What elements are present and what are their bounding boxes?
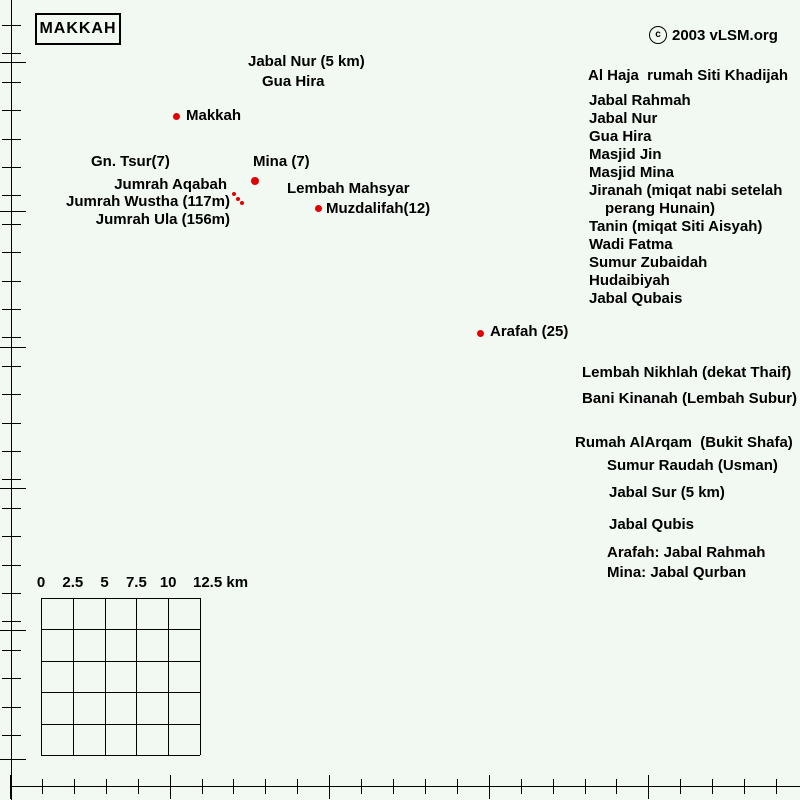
note-lembah-nikhlah: Lembah Nikhlah (dekat Thaif) [582,364,792,381]
bottom-ruler-line [10,786,800,787]
scale-grid-vline [73,598,74,755]
left-ruler-tick [2,337,21,338]
map-label-jumrah-ula: Jumrah Ula (156m) [95,211,230,228]
legend-item: Jabal Nur [589,110,658,127]
bottom-ruler-tick [106,779,107,794]
left-ruler-tick [2,394,21,395]
scale-tick-label: 2.5 [62,574,84,591]
copyright-notice [649,26,778,44]
map-marker-arafah-dot [477,330,484,337]
note-rumah-alarqam: Rumah AlArqam (Bukit Shafa) [575,434,793,451]
map-label-jabal-nur-5km: Jabal Nur (5 km) [248,53,365,70]
scale-grid-vline [136,598,137,755]
left-ruler-tick [2,423,21,424]
legend-item: Jabal Qubais [589,290,683,307]
map-marker-jumrah-dot-3 [240,201,244,205]
scale-grid-vline [168,598,169,755]
left-ruler-tick [2,82,21,83]
map-label-lembah-mahsyar: Lembah Mahsyar [287,180,410,197]
legend-item: Jiranah (miqat nabi setelah [589,182,783,199]
bottom-ruler-tick [329,775,330,799]
bottom-ruler-tick [202,779,203,794]
copyright-icon: c [649,26,667,44]
left-ruler-long-tick [0,630,26,631]
legend-item: Tanin (miqat Siti Aisyah) [589,218,763,235]
bottom-ruler-tick [10,775,11,799]
bottom-ruler-tick [489,775,490,799]
bottom-ruler-tick [138,779,139,794]
bottom-ruler-tick [393,779,394,794]
legend-item: Jabal Rahmah [589,92,691,109]
left-ruler-tick [2,309,21,310]
left-ruler-tick [2,650,21,651]
bottom-ruler-tick [521,779,522,794]
left-ruler-tick [2,621,21,622]
scale-end-label: 12.5 km [193,574,249,591]
left-ruler-tick [2,139,21,140]
bottom-ruler-tick [233,779,234,794]
bottom-ruler-tick [616,779,617,794]
scale-tick-label: 10 [159,574,177,591]
copyright-text: 2003 vLSM.org [672,26,778,44]
bottom-ruler-tick [42,779,43,794]
map-marker-muzdalifah-dot [315,205,322,212]
note-jabal-sur: Jabal Sur (5 km) [609,484,725,501]
map-title: MAKKAH [39,20,117,37]
left-ruler-tick [2,53,21,54]
left-ruler-long-tick [0,759,26,760]
map-marker-mina-dot [251,177,259,185]
left-ruler-tick [2,195,21,196]
scale-grid-hline [41,724,200,725]
left-ruler-long-tick [0,211,26,212]
map-label-mina: Mina (7) [253,153,310,170]
left-ruler-long-tick [0,62,26,63]
map-label-jumrah-wustha: Jumrah Wustha (117m) [66,193,230,210]
scale-grid-hline [41,692,200,693]
left-ruler-tick [2,451,21,452]
legend-item: Wadi Fatma [589,236,673,253]
bottom-ruler-tick [585,779,586,794]
bottom-ruler-tick [170,775,171,799]
scale-grid-vline [200,598,201,755]
scale-grid-hline [41,755,200,756]
legend-item: Masjid Mina [589,164,675,181]
left-ruler-tick [2,536,21,537]
left-ruler-tick [2,735,21,736]
left-ruler-tick [2,252,21,253]
left-ruler-tick [2,110,21,111]
left-ruler-line [11,0,12,800]
map-label-gua-hira-map: Gua Hira [262,73,325,90]
scale-grid-hline [41,629,200,630]
left-ruler-long-tick [0,488,26,489]
bottom-ruler-tick [361,779,362,794]
note-arafah-note: Arafah: Jabal Rahmah [607,544,766,561]
note-jabal-qubis: Jabal Qubis [609,516,695,533]
left-ruler-tick [2,25,21,26]
left-ruler-tick [2,678,21,679]
map-label-muzdalifah: Muzdalifah(12) [326,200,431,217]
left-ruler-tick [2,366,21,367]
left-ruler-tick [2,479,21,480]
scale-grid-hline [41,661,200,662]
legend-item: perang Hunain) [605,200,716,217]
bottom-ruler-tick [648,775,649,799]
legend-item: Gua Hira [589,128,652,145]
bottom-ruler-tick [297,779,298,794]
legend-item: Hudaibiyah [589,272,670,289]
left-ruler-long-tick [0,347,26,348]
left-ruler-tick [2,707,21,708]
note-sumur-raudah: Sumur Raudah (Usman) [607,457,778,474]
bottom-ruler-tick [74,779,75,794]
left-ruler-tick [2,224,21,225]
left-ruler-tick [2,565,21,566]
bottom-ruler-tick [265,779,266,794]
bottom-ruler-tick [744,779,745,794]
map-marker-jumrah-dot-1 [232,192,236,196]
scale-grid-hline [41,598,200,599]
map-title-box [35,13,121,45]
map-label-jumrah-aqabah: Jumrah Aqabah [114,176,227,193]
map-label-makkah: Makkah [186,107,242,124]
scale-tick-label: 5 [100,574,109,591]
note-mina-note: Mina: Jabal Qurban [607,564,747,581]
bottom-ruler-tick [553,779,554,794]
map-label-arafah: Arafah (25) [490,323,569,340]
map-label-gn-tsur: Gn. Tsur(7) [91,153,170,170]
scale-grid-vline [105,598,106,755]
left-ruler-tick [2,508,21,509]
scale-tick-label: 0 [36,574,46,591]
scale-tick-label: 7.5 [125,574,147,591]
bottom-ruler-tick [776,779,777,794]
note-bani-kinanah: Bani Kinanah (Lembah Subur) [582,390,798,407]
map-marker-jumrah-dot-2 [236,197,240,201]
legend-item: Masjid Jin [589,146,662,163]
left-ruler-tick [2,281,21,282]
legend-item: Sumur Zubaidah [589,254,708,271]
legend-heading: Al Haja rumah Siti Khadijah [588,67,789,84]
map-marker-makkah-dot [173,113,180,120]
left-ruler-tick [2,167,21,168]
bottom-ruler-tick [425,779,426,794]
bottom-ruler-tick [457,779,458,794]
bottom-ruler-tick [712,779,713,794]
scale-grid-vline [41,598,42,755]
left-ruler-tick [2,593,21,594]
bottom-ruler-tick [680,779,681,794]
